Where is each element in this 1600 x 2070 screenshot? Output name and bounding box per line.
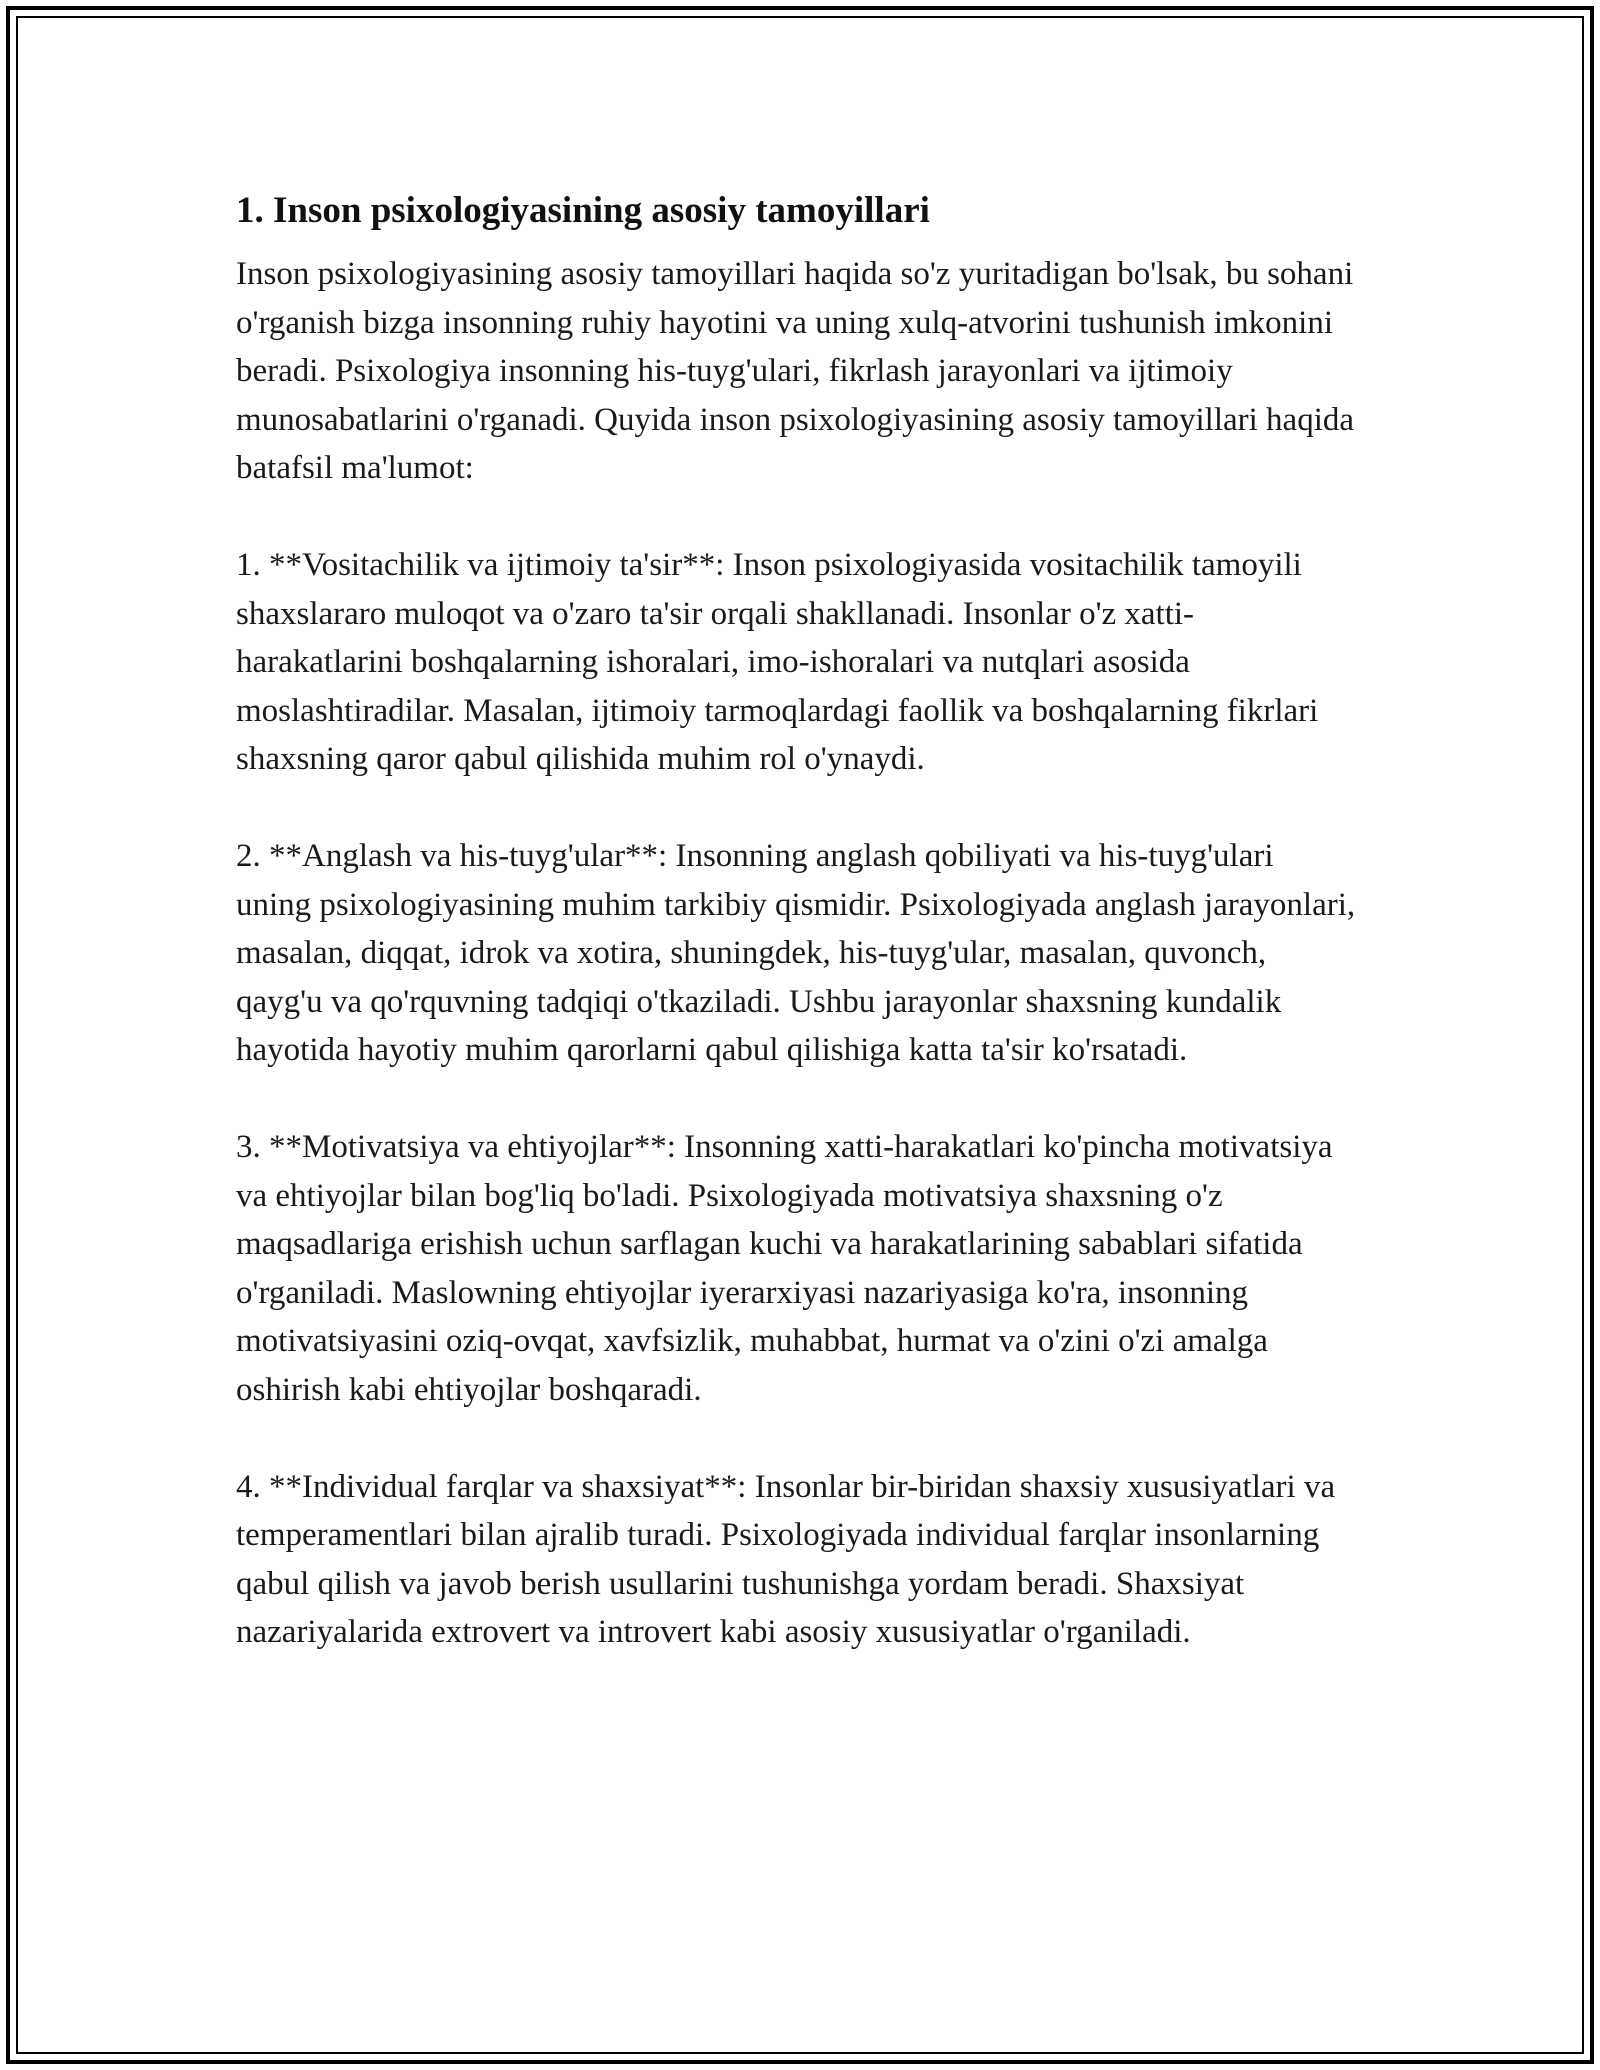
document-title: 1. Inson psixologiyasining asosiy tamoyillari [236,190,930,231]
document-body [236,186,1356,1705]
principle-paragraph-1: 1. **Vositachilik va ijtimoiy ta'sir**: Inson psixologiyasida vositachilik tamoyili shaxslararo muloqot va o'zaro ta'sir orqali shakllanadi. Insonlar o'z xatti-harakatlarini boshqalarning ishoralari, imo-ishoralari va nutqlari asosida moslashtiradilar. Masalan, ijtimoiy tarmoqlardagi faollik va boshqalarning fikrlari shaxsning qaror qabul qilishida muhim rol o'ynaydi. [236,547,1319,777]
principle-paragraph-2: 2. **Anglash va his-tuyg'ular**: Insonning anglash qobiliyati va his-tuyg'ulari uning psixologiyasining muhim tarkibiy qismidir. Psixologiyada anglash jarayonlari, masalan, diqqat, idrok va xotira, shuningdek, his-tuyg'ular, masalan, quvonch, qayg'u va qo'rquvning tadqiqi o'tkaziladi. Ushbu jarayonlar shaxsning kundalik hayotida hayotiy muhim qarorlarni qabul qilishiga katta ta'sir ko'rsatadi. [236,838,1356,1068]
principle-paragraph-3: 3. **Motivatsiya va ehtiyojlar**: Insonning xatti-harakatlari ko'pincha motivatsiya va ehtiyojlar bilan bog'liq bo'ladi. Psixologiyada motivatsiya shaxsning o'z maqsadlariga erishish uchun sarflagan kuchi va harakatlarining sabablari sifatida o'rganiladi. Maslowning ehtiyojlar iyerarxiyasi nazariyasiga ko'ra, insonning motivatsiyasini oziq-ovqat, xavfsizlik, muhabbat, hurmat va o'zini o'zi amalga oshirish kabi ehtiyojlar boshqaradi. [236,1129,1333,1408]
intro-paragraph: Inson psixologiyasining asosiy tamoyillari haqida so'z yuritadigan bo'lsak, bu sohani o'rganish bizga insonning ruhiy hayotini va uning xulq-atvorini tushunish imkonini beradi. Psixologiya insonning his-tuyg'ulari, fikrlash jarayonlari va ijtimoiy munosabatlarini o'rganadi. Quyida inson psixologiyasining asosiy tamoyillari haqida batafsil ma'lumot: [236,256,1355,486]
principle-paragraph-4: 4. **Individual farqlar va shaxsiyat**: Insonlar bir-biridan shaxsiy xususiyatlari va temperamentlari bilan ajralib turadi. Psixologiyada individual farqlar insonlarning qabul qilish va javob berish usullarini tushunishga yordam beradi. Shaxsiyat nazariyalarida extrovert va introvert kabi asosiy xususiyatlar o'rganiladi. [236,1468,1336,1650]
